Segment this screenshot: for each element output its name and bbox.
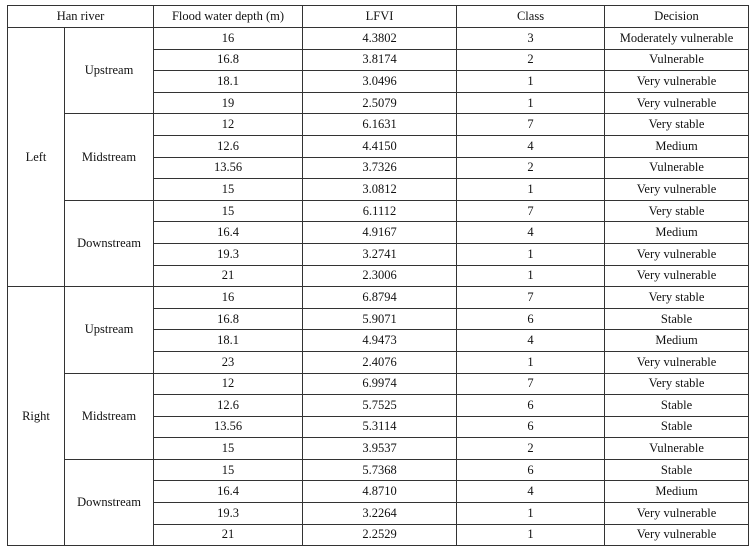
lfvi-cell: 3.9537 [303,438,457,460]
depth-cell: 12.6 [154,395,303,417]
lfvi-cell: 5.7525 [303,395,457,417]
lfvi-cell: 4.4150 [303,135,457,157]
class-cell: 6 [457,395,605,417]
decision-cell: Very vulnerable [605,92,749,114]
lfvi-cell: 6.9974 [303,373,457,395]
flood-vulnerability-table [7,5,749,546]
table-body [8,28,749,546]
class-cell: 7 [457,373,605,395]
decision-cell: Very vulnerable [605,71,749,93]
depth-cell: 15 [154,438,303,460]
header-lfvi: LFVI [303,6,457,28]
decision-cell: Very vulnerable [605,265,749,287]
river-segment-cell: Upstream [65,287,154,373]
decision-cell: Stable [605,459,749,481]
decision-cell: Very stable [605,114,749,136]
depth-cell: 19 [154,92,303,114]
lfvi-cell: 6.8794 [303,287,457,309]
river-segment-cell: Midstream [65,373,154,459]
river-segment-cell: Upstream [65,28,154,114]
decision-cell: Stable [605,416,749,438]
class-cell: 4 [457,330,605,352]
lfvi-cell: 4.9167 [303,222,457,244]
lfvi-cell: 6.1631 [303,114,457,136]
bank-side-cell: Right [8,287,65,546]
header-row [8,6,749,28]
class-cell: 2 [457,49,605,71]
decision-cell: Stable [605,395,749,417]
header-flood-water-depth: Flood water depth (m) [154,6,303,28]
lfvi-cell: 3.2264 [303,503,457,525]
depth-cell: 16.4 [154,222,303,244]
class-cell: 2 [457,157,605,179]
lfvi-cell: 2.5079 [303,92,457,114]
class-cell: 1 [457,243,605,265]
class-cell: 6 [457,459,605,481]
decision-cell: Very vulnerable [605,524,749,546]
river-segment-cell: Downstream [65,459,154,545]
lfvi-cell: 5.7368 [303,459,457,481]
depth-cell: 16 [154,287,303,309]
lfvi-cell: 3.7326 [303,157,457,179]
class-cell: 1 [457,503,605,525]
table-row [8,287,749,309]
class-cell: 7 [457,287,605,309]
class-cell: 7 [457,200,605,222]
class-cell: 4 [457,135,605,157]
class-cell: 1 [457,92,605,114]
table-row [8,28,749,50]
depth-cell: 15 [154,200,303,222]
lfvi-cell: 4.9473 [303,330,457,352]
depth-cell: 21 [154,265,303,287]
class-cell: 1 [457,351,605,373]
class-cell: 6 [457,416,605,438]
decision-cell: Very vulnerable [605,351,749,373]
river-segment-cell: Downstream [65,200,154,286]
depth-cell: 19.3 [154,243,303,265]
depth-cell: 15 [154,179,303,201]
decision-cell: Very vulnerable [605,243,749,265]
class-cell: 3 [457,28,605,50]
lfvi-cell: 2.2529 [303,524,457,546]
class-cell: 1 [457,71,605,93]
decision-cell: Very stable [605,200,749,222]
class-cell: 4 [457,481,605,503]
class-cell: 1 [457,265,605,287]
decision-cell: Very stable [605,373,749,395]
depth-cell: 16.8 [154,49,303,71]
depth-cell: 23 [154,351,303,373]
class-cell: 4 [457,222,605,244]
depth-cell: 16.4 [154,481,303,503]
river-segment-cell: Midstream [65,114,154,200]
table-row [8,373,749,395]
class-cell: 7 [457,114,605,136]
lfvi-cell: 2.3006 [303,265,457,287]
depth-cell: 16.8 [154,308,303,330]
depth-cell: 18.1 [154,71,303,93]
decision-cell: Medium [605,135,749,157]
lfvi-cell: 4.8710 [303,481,457,503]
lfvi-cell: 6.1112 [303,200,457,222]
lfvi-cell: 3.2741 [303,243,457,265]
decision-cell: Moderately vulnerable [605,28,749,50]
decision-cell: Very stable [605,287,749,309]
depth-cell: 12 [154,114,303,136]
decision-cell: Vulnerable [605,157,749,179]
lfvi-cell: 2.4076 [303,351,457,373]
header-class: Class [457,6,605,28]
decision-cell: Stable [605,308,749,330]
class-cell: 2 [457,438,605,460]
class-cell: 1 [457,179,605,201]
decision-cell: Vulnerable [605,438,749,460]
decision-cell: Medium [605,222,749,244]
lfvi-cell: 5.9071 [303,308,457,330]
decision-cell: Very vulnerable [605,179,749,201]
lfvi-cell: 4.3802 [303,28,457,50]
depth-cell: 21 [154,524,303,546]
table-row [8,114,749,136]
depth-cell: 19.3 [154,503,303,525]
lfvi-cell: 5.3114 [303,416,457,438]
depth-cell: 13.56 [154,416,303,438]
depth-cell: 12.6 [154,135,303,157]
depth-cell: 13.56 [154,157,303,179]
class-cell: 6 [457,308,605,330]
decision-cell: Medium [605,481,749,503]
lfvi-cell: 3.8174 [303,49,457,71]
decision-cell: Vulnerable [605,49,749,71]
class-cell: 1 [457,524,605,546]
decision-cell: Very vulnerable [605,503,749,525]
lfvi-cell: 3.0812 [303,179,457,201]
table-row [8,200,749,222]
depth-cell: 12 [154,373,303,395]
table-row [8,459,749,481]
depth-cell: 15 [154,459,303,481]
header-decision: Decision [605,6,749,28]
bank-side-cell: Left [8,28,65,287]
depth-cell: 18.1 [154,330,303,352]
lfvi-cell: 3.0496 [303,71,457,93]
decision-cell: Medium [605,330,749,352]
header-han-river: Han river [8,6,154,28]
depth-cell: 16 [154,28,303,50]
